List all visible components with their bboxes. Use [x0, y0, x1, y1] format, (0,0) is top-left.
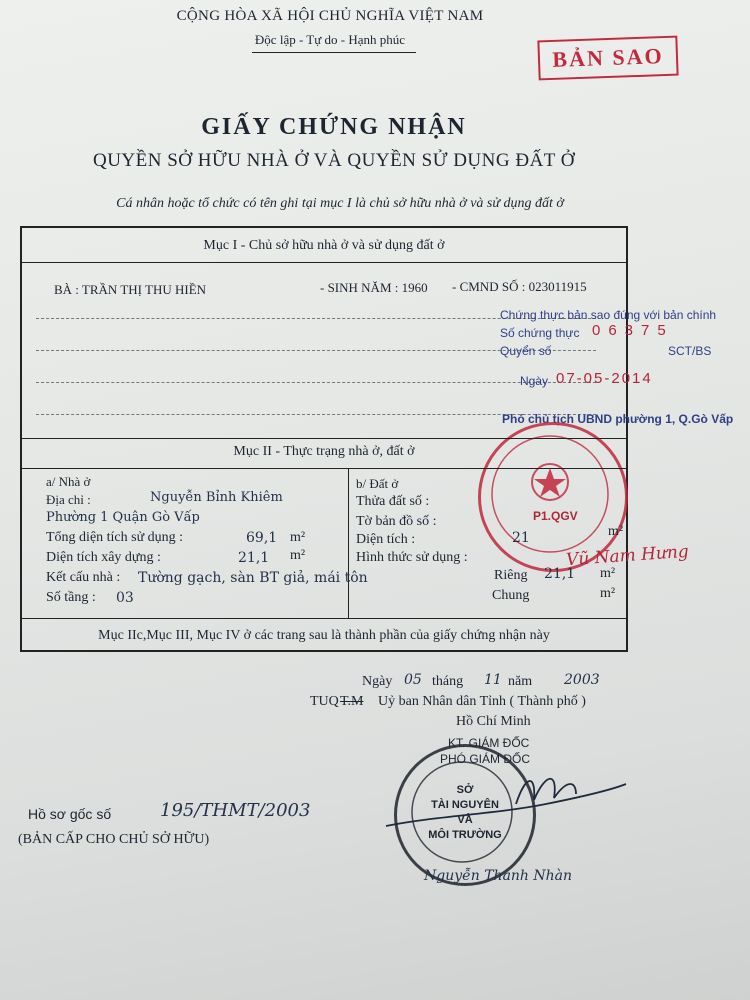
issue-month-label: tháng — [432, 674, 464, 689]
deputy-director: PHÓ GIÁM ĐỐC — [440, 752, 531, 766]
section2-divider-top — [22, 438, 626, 439]
certifying-official: Phó chủ tịch UBND phường 1, Q.Gò Vấp — [502, 412, 734, 426]
motto-underline — [252, 52, 416, 53]
copy-stamp: BẢN SAO — [537, 36, 678, 81]
certification-date: 07-05-2014 — [556, 370, 653, 387]
section1-heading: Mục I - Chủ sở hữu nhà ở và sử dụng đất ở — [203, 238, 445, 253]
land-use-label: Hình thức sử dụng : — [356, 550, 468, 565]
land-area-unit: m² — [608, 524, 624, 539]
issue-month: 11 — [484, 672, 502, 688]
land-heading: b/ Đất ở — [356, 476, 399, 491]
issue-date-prefix: Ngày — [362, 674, 393, 689]
certification-number-label: Số chứng thực — [500, 326, 580, 340]
shared-use-label: Chung — [492, 588, 530, 603]
certificate-title: GIẤY CHỨNG NHẬN — [201, 114, 467, 140]
owner-id-number: - CMND SỐ : 023011915 — [452, 279, 587, 294]
structure-label: Kết cấu nhà : — [46, 570, 121, 585]
owner-name: BÀ : TRẦN THỊ THU HIỀN — [54, 282, 207, 297]
private-use-value: 21,1 — [544, 566, 576, 582]
on-behalf-director: KT. GIÁM ĐỐC — [448, 736, 530, 750]
land-area-value: 21 — [512, 530, 530, 546]
blank-line — [36, 382, 596, 383]
build-area-label: Diện tích xây dựng : — [46, 550, 161, 565]
section2-column-divider — [348, 468, 349, 618]
build-area-value: 21,1 — [238, 550, 270, 566]
handwritten-signature — [376, 764, 636, 844]
shared-use-unit: m² — [600, 586, 616, 601]
section1-divider — [22, 262, 626, 263]
seal-line: VÀ — [457, 814, 473, 826]
house-heading: a/ Nhà ở — [46, 474, 91, 489]
footer-row-note: Mục IIc,Mục III, Mục IV ở các trang sau là thành phần của giấy chứng nhận này — [98, 628, 550, 643]
map-sheet-label: Tờ bản đồ số : — [356, 514, 437, 529]
certification-date-label: Ngày — [520, 374, 549, 388]
republic-heading: CỘNG HÒA XÃ HỘI CHỦ NGHĨA VIỆT NAM — [176, 8, 484, 24]
section2-heading: Mục II - Thực trạng nhà ở, đất ở — [233, 444, 415, 459]
address-value: Nguyễn Bỉnh Khiêm — [150, 490, 283, 505]
original-file-number: 195/THMT/2003 — [160, 800, 311, 821]
seal-line: SỞ — [456, 784, 474, 796]
floors-value: 03 — [116, 590, 134, 606]
certification-signer: Vũ Nam Hưng — [565, 541, 690, 571]
owner-birth-year: - SINH NĂM : 1960 — [320, 280, 428, 295]
land-area-label: Diện tích : — [356, 532, 416, 547]
private-use-unit: m² — [600, 566, 616, 581]
issue-day: 05 — [404, 672, 422, 688]
original-file-label: Hồ sơ gốc số — [28, 806, 112, 822]
motto: Độc lập - Tự do - Hạnh phúc — [254, 32, 406, 47]
certification-number: 06375 — [592, 322, 674, 339]
floors-label: Số tầng : — [46, 590, 96, 605]
issued-to-owner-note: (BẢN CẤP CHO CHỦ SỞ HỮU) — [18, 832, 210, 847]
book-number: SCT/BS — [668, 344, 712, 358]
footer-row-divider — [22, 618, 626, 619]
tuq-label: TUQ — [310, 694, 339, 709]
seal-line: TÀI NGUYÊN — [431, 799, 499, 811]
section2-divider — [22, 468, 626, 469]
certificate-subtitle: QUYỀN SỞ HỮU NHÀ Ở VÀ QUYỀN SỬ DỤNG ĐẤT Ở — [92, 150, 576, 171]
ward-value: Phường 1 Quận Gò Vấp — [46, 510, 200, 525]
committee-city: Hồ Chí Minh — [456, 714, 531, 729]
issue-year: 2003 — [564, 672, 600, 688]
build-area-unit: m² — [290, 548, 306, 563]
total-area-label: Tổng diện tích sử dụng : — [46, 530, 184, 545]
director-name: Nguyễn Thanh Nhàn — [424, 868, 573, 884]
ward-seal-center-text: P1.QGV — [533, 509, 578, 523]
committee-name: Uỷ ban Nhân dân Tỉnh ( Thành phố ) — [378, 694, 586, 709]
tm-struck: T.M — [340, 694, 364, 709]
total-area-unit: m² — [290, 530, 306, 545]
plot-number-label: Thửa đất số : — [356, 494, 430, 509]
certification-line: Chứng thực bản sao đúng với bản chính — [500, 308, 717, 322]
structure-value: Tường gạch, sàn BT giả, mái tôn — [138, 570, 368, 586]
seal-line: MÔI TRƯỜNG — [428, 829, 502, 841]
private-use-label: Riêng — [494, 568, 528, 583]
total-area-value: 69,1 — [246, 530, 278, 546]
address-label: Địa chỉ : — [46, 492, 91, 507]
issue-year-label: năm — [508, 674, 533, 689]
book-number-label: Quyển số — [500, 344, 552, 358]
intro-text: Cá nhân hoặc tổ chức có tên ghi tại mục I là chủ sở hữu nhà ở và sử dụng đất ở — [116, 196, 564, 211]
